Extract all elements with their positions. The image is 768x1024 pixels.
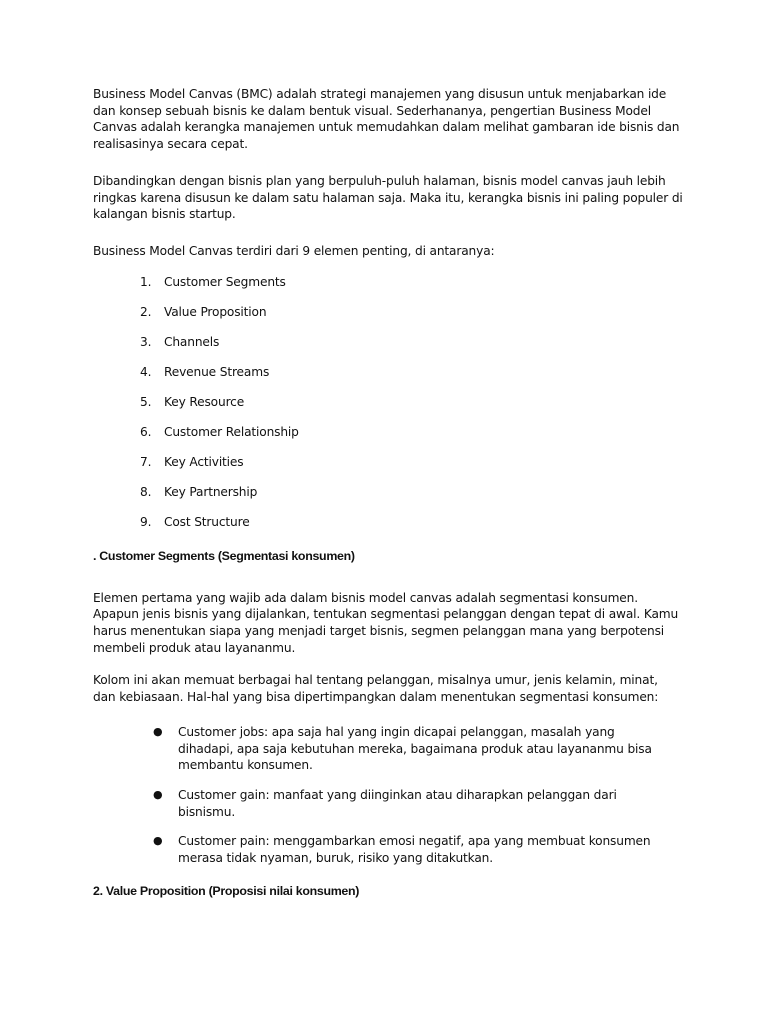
list-item-label: Value Proposition — [164, 304, 267, 319]
list-item — [93, 787, 683, 820]
list-item — [93, 394, 683, 424]
bullet-icon: ● — [153, 724, 163, 738]
list-item — [93, 364, 683, 394]
list-item-label: Customer Segments — [164, 274, 286, 289]
list-item — [93, 334, 683, 364]
bullet-icon: ● — [153, 834, 163, 848]
bullet-text: Customer gain: manfaat yang diinginkan atau diharapkan pelanggan dari bisnismu. — [178, 787, 617, 819]
list-item-label: Customer Relationship — [164, 424, 299, 439]
list-item-label: Cost Structure — [164, 514, 250, 529]
section-heading-customer-segments: . Customer Segments (Segmentasi konsumen) — [93, 548, 355, 563]
list-item — [93, 304, 683, 334]
elements-intro-paragraph: Business Model Canvas terdiri dari 9 elemen penting, di antaranya: — [93, 243, 495, 258]
section-heading-value-proposition: 2. Value Proposition (Proposisi nilai konsumen) — [93, 883, 360, 898]
list-item-label: Revenue Streams — [164, 364, 270, 379]
list-item-label: Channels — [164, 334, 220, 349]
customer-segments-paragraph: Elemen pertama yang wajib ada dalam bisnis model canvas adalah segmentasi konsumen. Apapun jenis bisnis yang dijalankan, tentukan segmentasi pelanggan dengan tepat di awal. Kamu harus menentukan siapa yang menjadi target bisnis, segmen pelanggan mana yang berpotensi membeli produk atau layananmu. — [93, 590, 679, 655]
list-number: 9. — [140, 514, 152, 529]
list-item — [93, 833, 683, 866]
comparison-paragraph: Dibandingkan dengan bisnis plan yang berpuluh-puluh halaman, bisnis model canvas jauh lebih ringkas karena disusun ke dalam satu halaman saja. Maka itu, kerangka bisnis ini paling populer di kalangan bisnis startup. — [93, 173, 683, 222]
list-item — [93, 454, 683, 484]
list-item — [93, 424, 683, 454]
list-item — [93, 514, 683, 544]
elements-list — [93, 274, 683, 544]
segmentation-bullet-list — [93, 724, 683, 867]
list-number: 4. — [140, 364, 152, 379]
list-item — [93, 724, 683, 774]
intro-paragraph: Business Model Canvas (BMC) adalah strategi manajemen yang disusun untuk menjabarkan ide dan konsep sebuah bisnis ke dalam bentuk visual. Sederhananya, pengertian Business Model Canvas adalah kerangka manajemen untuk memudahkan dalam melihat gambaran ide bisnis dan realisasinya secara cepat. — [93, 87, 680, 152]
list-number: 8. — [140, 484, 152, 499]
list-item — [93, 274, 683, 304]
bullet-text: Customer pain: menggambarkan emosi negatif, apa yang membuat konsumen merasa tidak nyaman, buruk, risiko yang ditakutkan. — [178, 834, 651, 866]
list-item-label: Key Partnership — [164, 484, 258, 499]
list-number: 2. — [140, 304, 152, 319]
list-item — [93, 484, 683, 514]
bullet-icon: ● — [153, 787, 163, 801]
list-number: 1. — [140, 274, 152, 289]
document-page — [93, 86, 683, 899]
bullet-text: Customer jobs: apa saja hal yang ingin dicapai pelanggan, masalah yang dihadapi, apa saja kebutuhan mereka, bagaimana produk atau layananmu bisa membantu konsumen. — [178, 724, 652, 773]
list-number: 3. — [140, 334, 152, 349]
list-number: 6. — [140, 424, 152, 439]
list-number: 5. — [140, 394, 152, 409]
list-item-label: Key Resource — [164, 394, 245, 409]
list-item-label: Key Activities — [164, 454, 244, 469]
list-number: 7. — [140, 454, 152, 469]
segmentation-factors-paragraph: Kolom ini akan memuat berbagai hal tentang pelanggan, misalnya umur, jenis kelamin, minat, dan kebiasaan. Hal-hal yang bisa dipertimpangkan dalam menentukan segmentasi konsumen: — [93, 673, 659, 705]
